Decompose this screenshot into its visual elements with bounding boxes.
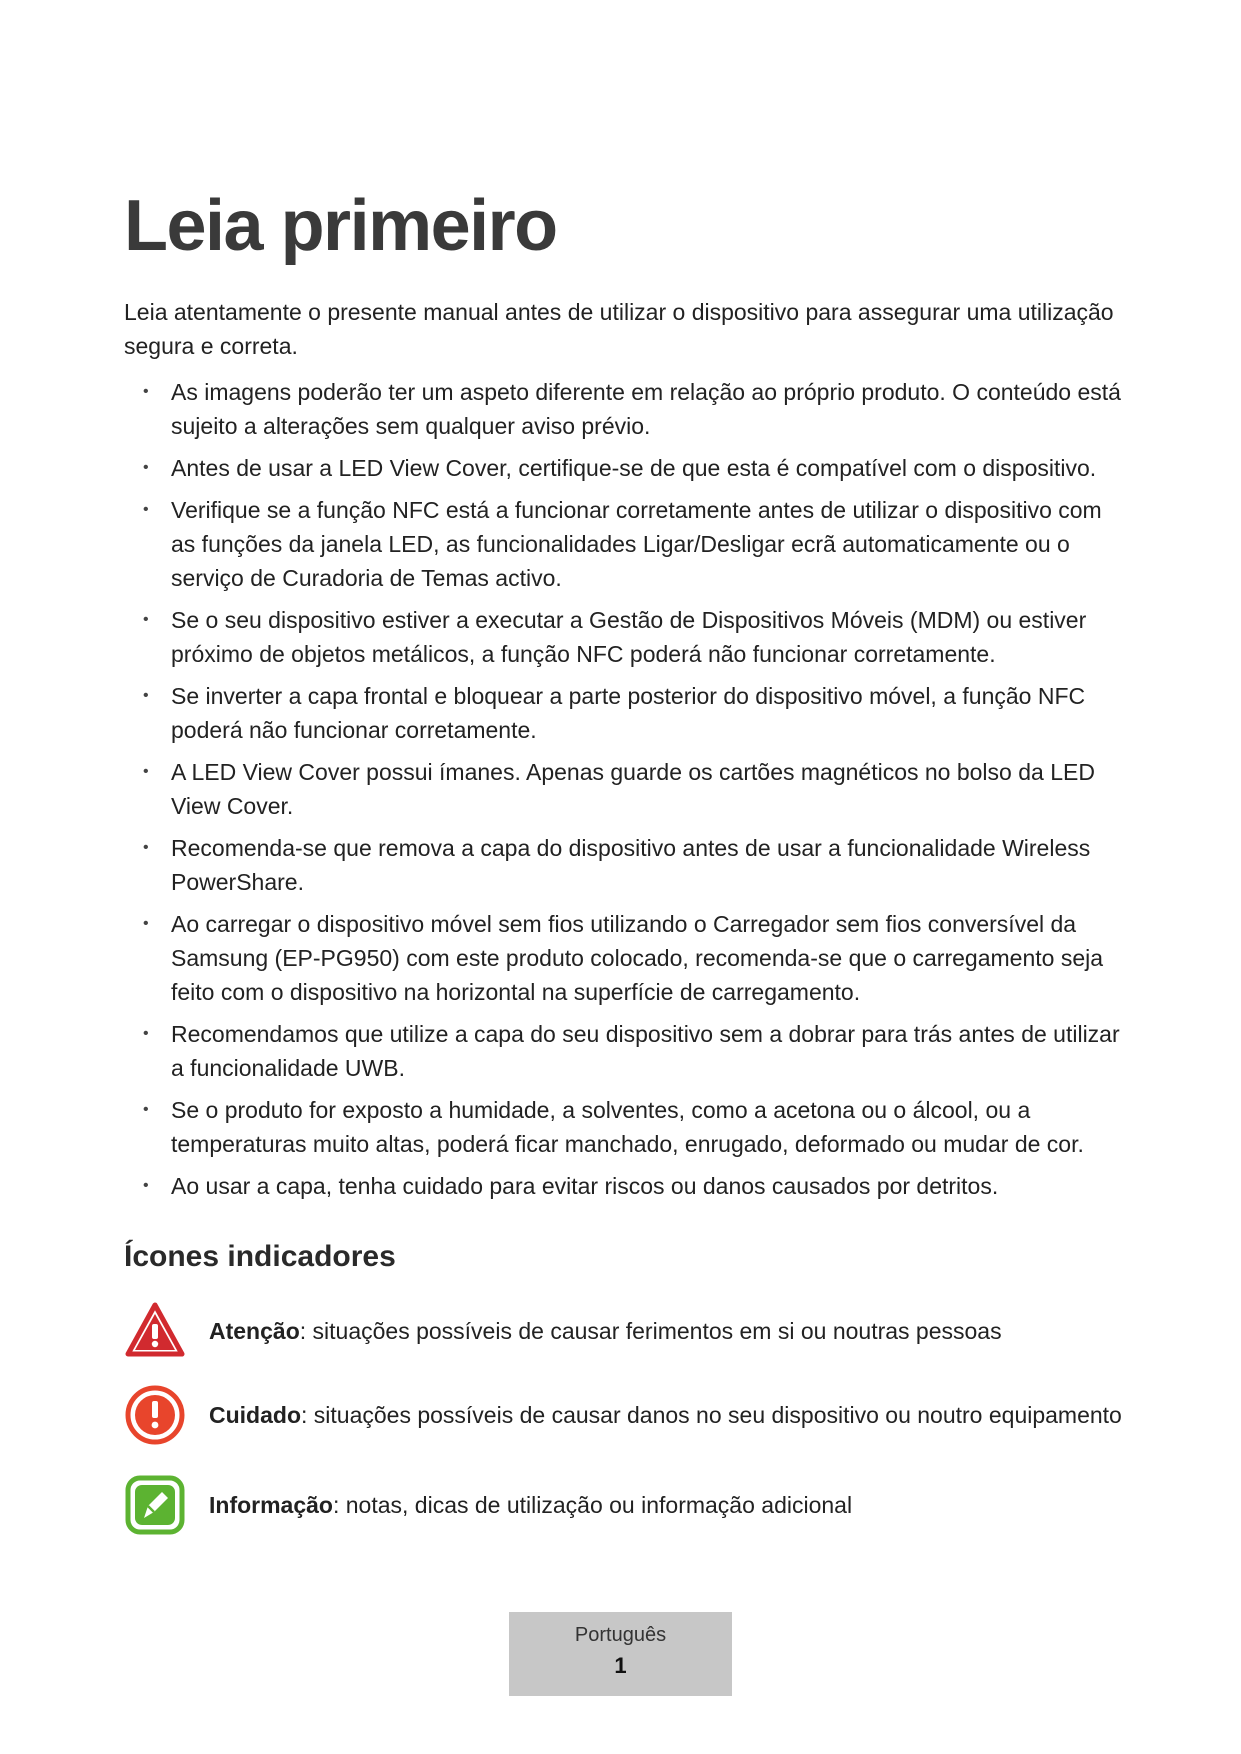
indicator-text	[209, 1315, 1002, 1347]
indicator-label: Cuidado	[209, 1402, 301, 1428]
list-item	[124, 755, 1124, 823]
list-item-text: Ao usar a capa, tenha cuidado para evitar riscos ou danos causados por detritos.	[171, 1173, 999, 1199]
indicator-caution	[124, 1384, 1134, 1446]
indicator-description: : notas, dicas de utilização ou informação adicional	[332, 1492, 853, 1518]
list-item	[124, 831, 1124, 899]
list-item	[124, 493, 1124, 595]
intro-paragraph: Leia atentamente o presente manual antes de utilizar o dispositivo para assegurar uma utilização segura e correta.	[124, 299, 1114, 359]
list-item-text: As imagens poderão ter um aspeto diferente em relação ao próprio produto. O conteúdo está sujeito a alterações sem qualquer aviso prévio.	[171, 379, 1121, 439]
list-item-text: Recomenda-se que remova a capa do dispositivo antes de usar a funcionalidade Wireless PowerShare.	[171, 835, 1091, 895]
section-title: Ícones indicadores	[124, 1240, 396, 1273]
list-item-text: Se o produto for exposto a humidade, a solventes, como a acetona ou o álcool, ou a temperaturas muito altas, poderá ficar manchado, enrugado, deformado ou mudar de cor.	[171, 1097, 1084, 1157]
list-item-text: Verifique se a função NFC está a funcionar corretamente antes de utilizar o dispositivo com as funções da janela LED, as funcionalidades Ligar/Desligar ecrã automaticamente ou o serviço de Curadoria de Temas activo.	[171, 497, 1102, 591]
bullet-glyph: •	[143, 839, 149, 856]
bullet-glyph: •	[143, 1025, 149, 1042]
indicator-label: Informação	[209, 1492, 333, 1518]
list-item-text: Se inverter a capa frontal e bloquear a parte posterior do dispositivo móvel, a função NFC poderá não funcionar corretamente.	[171, 683, 1086, 743]
bullet-glyph: •	[143, 915, 149, 932]
indicator-label: Atenção	[209, 1318, 300, 1344]
indicator-note	[124, 1474, 1134, 1536]
bullet-glyph: •	[143, 611, 149, 628]
note-pencil-icon	[124, 1474, 186, 1536]
list-item-text: A LED View Cover possui ímanes. Apenas guarde os cartões magnéticos no bolso da LED View Cover.	[171, 759, 1095, 819]
bullet-glyph: •	[143, 763, 149, 780]
list-item	[124, 1093, 1124, 1161]
indicator-text	[209, 1489, 852, 1521]
caution-circle-icon	[124, 1384, 186, 1446]
bullet-glyph: •	[143, 1177, 149, 1194]
list-item	[124, 907, 1124, 1009]
footer-language: Português	[574, 1624, 667, 1646]
bullet-glyph: •	[143, 501, 149, 518]
bullet-glyph: •	[143, 459, 149, 476]
list-item-text: Ao carregar o dispositivo móvel sem fios utilizando o Carregador sem fios conversível da Samsung (EP-PG950) com este produto colocado, recomenda-se que o carregamento seja feito com o dispositivo na horizontal na superfície de carregamento.	[171, 911, 1104, 1005]
list-item	[124, 375, 1124, 443]
bullet-glyph: •	[143, 383, 149, 400]
page-footer	[509, 1612, 732, 1696]
list-item	[124, 603, 1124, 671]
indicator-description: : situações possíveis de causar ferimentos em si ou noutras pessoas	[299, 1318, 1002, 1344]
list-item-text: Antes de usar a LED View Cover, certifique-se de que esta é compatível com o dispositivo.	[171, 455, 1097, 481]
page-title: Leia primeiro	[124, 186, 557, 266]
list-item	[124, 451, 1124, 485]
indicator-description: : situações possíveis de causar danos no seu dispositivo ou noutro equipamento	[301, 1402, 1122, 1428]
notice-list	[124, 375, 1124, 1211]
bullet-glyph: •	[143, 687, 149, 704]
list-item-text: Recomendamos que utilize a capa do seu dispositivo sem a dobrar para trás antes de utilizar a funcionalidade UWB.	[171, 1021, 1120, 1081]
list-item	[124, 1169, 1124, 1203]
indicator-warning	[124, 1300, 1134, 1362]
bullet-glyph: •	[143, 1101, 149, 1118]
page-number: 1	[614, 1653, 627, 1678]
list-item-text: Se o seu dispositivo estiver a executar a Gestão de Dispositivos Móveis (MDM) ou estiver próximo de objetos metálicos, a função NFC poderá não funcionar corretamente.	[171, 607, 1087, 667]
indicator-text	[209, 1399, 1122, 1431]
list-item	[124, 679, 1124, 747]
list-item	[124, 1017, 1124, 1085]
warning-triangle-icon	[124, 1300, 186, 1362]
